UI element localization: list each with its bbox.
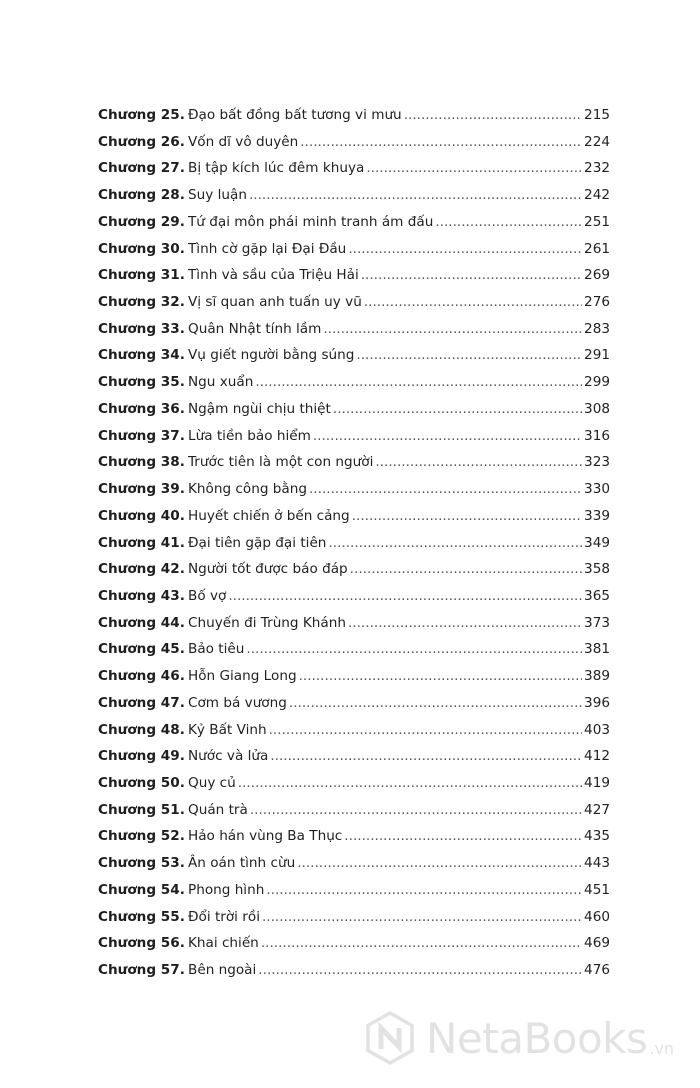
page-number: 381 xyxy=(584,641,610,658)
page-number: 291 xyxy=(584,347,610,364)
chapter-title: Bảo tiêu xyxy=(188,641,245,658)
toc-entry xyxy=(98,957,610,984)
toc-entry xyxy=(98,236,610,263)
dot-leader xyxy=(344,823,582,850)
chapter-title: Quân Nhật tính lầm xyxy=(188,320,322,337)
page-number: 232 xyxy=(584,160,610,177)
dot-leader xyxy=(258,957,582,984)
dot-leader xyxy=(266,877,582,904)
page-number: 316 xyxy=(584,427,610,444)
toc-entry xyxy=(98,316,610,343)
chapter-title: Ân oán tình cừu xyxy=(188,855,296,872)
chapter-label: Chương 51. xyxy=(98,801,185,818)
dot-leader xyxy=(261,930,582,957)
chapter-title: Đổi trời rồi xyxy=(188,908,260,925)
toc-entry xyxy=(98,743,610,770)
dot-leader xyxy=(250,797,582,824)
chapter-title: Vị sĩ quan anh tuấn uy vũ xyxy=(188,294,362,311)
chapter-title: Vốn dĩ vô duyên xyxy=(188,133,299,150)
page-number: 460 xyxy=(584,908,610,925)
toc-entry xyxy=(98,904,610,931)
chapter-title: Phong hình xyxy=(188,881,265,898)
page-number: 403 xyxy=(584,721,610,738)
chapter-label: Chương 33. xyxy=(98,320,185,337)
toc-entry xyxy=(98,610,610,637)
page-number: 224 xyxy=(584,133,610,150)
page-number: 443 xyxy=(584,855,610,872)
toc-entry xyxy=(98,476,610,503)
chapter-title: Ngậm ngùi chịu thiệt xyxy=(188,400,331,417)
dot-leader xyxy=(356,342,582,369)
page-number: 283 xyxy=(584,320,610,337)
dot-leader xyxy=(366,155,582,182)
toc-entry xyxy=(98,423,610,450)
dot-leader xyxy=(300,129,582,156)
dot-leader xyxy=(269,717,582,744)
chapter-label: Chương 46. xyxy=(98,668,185,685)
page-number: 242 xyxy=(584,187,610,204)
dot-leader xyxy=(313,423,582,450)
toc-entry xyxy=(98,930,610,957)
toc-entry xyxy=(98,396,610,423)
page-number: 435 xyxy=(584,828,610,845)
dot-leader xyxy=(297,850,582,877)
page-number: 427 xyxy=(584,801,610,818)
chapter-title: Bên ngoài xyxy=(188,962,257,978)
chapter-title: Quy củ xyxy=(188,774,236,791)
chapter-label: Chương 25. xyxy=(98,107,185,123)
chapter-title: Tình và sầu của Triệu Hải xyxy=(188,267,359,284)
chapter-label: Chương 42. xyxy=(98,561,185,578)
chapter-label: Chương 43. xyxy=(98,587,185,604)
page-number: 412 xyxy=(584,748,610,765)
toc-entry xyxy=(98,690,610,717)
chapter-label: Chương 40. xyxy=(98,507,185,524)
chapter-title: Không công bằng xyxy=(188,481,307,498)
page-number: 349 xyxy=(584,534,610,551)
page-number: 373 xyxy=(584,614,610,631)
dot-leader xyxy=(270,743,582,770)
chapter-label: Chương 49. xyxy=(98,748,185,765)
chapter-label: Chương 36. xyxy=(98,400,185,417)
chapter-title: Huyết chiến ở bến cảng xyxy=(188,507,350,524)
dot-leader xyxy=(375,449,582,476)
chapter-label: Chương 31. xyxy=(98,267,185,284)
chapter-label: Chương 55. xyxy=(98,908,185,925)
chapter-label: Chương 44. xyxy=(98,614,185,631)
page-number: 339 xyxy=(584,507,610,524)
page-number: 358 xyxy=(584,561,610,578)
chapter-title: Đạo bất đồng bất tương vi mưu xyxy=(188,107,402,123)
chapter-title: Bị tập kích lúc đêm khuya xyxy=(188,160,365,177)
chapter-label: Chương 41. xyxy=(98,534,185,551)
chapter-title: Kỷ Bất Vinh xyxy=(188,721,267,738)
chapter-title: Quán trà xyxy=(188,801,248,818)
dot-leader xyxy=(348,236,582,263)
toc-entry xyxy=(98,823,610,850)
toc-entry xyxy=(98,342,610,369)
chapter-label: Chương 54. xyxy=(98,881,185,898)
toc-entry xyxy=(98,289,610,316)
chapter-title: Tình cờ gặp lại Đại Đầu xyxy=(188,240,347,257)
page-number: 276 xyxy=(584,294,610,311)
chapter-title: Lừa tiền bảo hiểm xyxy=(188,427,311,444)
dot-leader xyxy=(404,102,582,129)
chapter-label: Chương 52. xyxy=(98,828,185,845)
page-number: 215 xyxy=(584,107,610,123)
dot-leader xyxy=(328,530,582,557)
dot-leader xyxy=(238,770,582,797)
toc-entry xyxy=(98,663,610,690)
chapter-label: Chương 28. xyxy=(98,187,185,204)
chapter-label: Chương 30. xyxy=(98,240,185,257)
chapter-label: Chương 39. xyxy=(98,481,185,498)
dot-leader xyxy=(352,503,582,530)
chapter-label: Chương 47. xyxy=(98,694,185,711)
page-number: 299 xyxy=(584,374,610,391)
watermark xyxy=(362,1010,674,1066)
chapter-label: Chương 32. xyxy=(98,294,185,311)
toc-entry xyxy=(98,503,610,530)
dot-leader xyxy=(348,610,582,637)
dot-leader xyxy=(249,182,582,209)
chapter-label: Chương 57. xyxy=(98,962,185,978)
toc-entry xyxy=(98,556,610,583)
chapter-title: Khai chiến xyxy=(188,935,259,952)
table-of-contents xyxy=(98,102,610,984)
chapter-label: Chương 26. xyxy=(98,133,185,150)
chapter-label: Chương 35. xyxy=(98,374,185,391)
dot-leader xyxy=(255,369,582,396)
toc-entry xyxy=(98,129,610,156)
page-number: 389 xyxy=(584,668,610,685)
dot-leader xyxy=(262,904,582,931)
page-number: 396 xyxy=(584,694,610,711)
chapter-title: Vụ giết người bằng súng xyxy=(188,347,355,364)
page-number: 251 xyxy=(584,213,610,230)
dot-leader xyxy=(333,396,582,423)
dot-leader xyxy=(350,556,582,583)
dot-leader xyxy=(246,636,582,663)
toc-entry xyxy=(98,797,610,824)
watermark-brand: NetaBooks xyxy=(426,1013,648,1063)
dot-leader xyxy=(289,690,582,717)
chapter-label: Chương 29. xyxy=(98,213,185,230)
chapter-label: Chương 56. xyxy=(98,935,185,952)
page-number: 269 xyxy=(584,267,610,284)
page-number: 451 xyxy=(584,881,610,898)
chapter-label: Chương 38. xyxy=(98,454,185,471)
chapter-title: Đại tiên gặp đại tiên xyxy=(188,534,327,551)
toc-entry xyxy=(98,717,610,744)
toc-entry xyxy=(98,770,610,797)
chapter-label: Chương 37. xyxy=(98,427,185,444)
dot-leader xyxy=(435,209,582,236)
chapter-title: Nước và lửa xyxy=(188,748,269,765)
dot-leader xyxy=(228,583,582,610)
toc-entry xyxy=(98,449,610,476)
dot-leader xyxy=(299,663,582,690)
chapter-title: Ngu xuẩn xyxy=(188,374,254,391)
chapter-label: Chương 27. xyxy=(98,160,185,177)
netabooks-logo-icon xyxy=(362,1010,418,1066)
page-number: 330 xyxy=(584,481,610,498)
chapter-title: Suy luận xyxy=(188,187,247,204)
page-number: 261 xyxy=(584,240,610,257)
toc-entry xyxy=(98,530,610,557)
toc-entry xyxy=(98,209,610,236)
dot-leader xyxy=(361,262,582,289)
chapter-title: Hỗn Giang Long xyxy=(188,668,297,685)
page-number: 476 xyxy=(584,962,610,978)
chapter-title: Bố vợ xyxy=(188,587,227,604)
chapter-label: Chương 34. xyxy=(98,347,185,364)
toc-entry xyxy=(98,636,610,663)
dot-leader xyxy=(323,316,582,343)
toc-entry xyxy=(98,877,610,904)
chapter-label: Chương 48. xyxy=(98,721,185,738)
page-number: 323 xyxy=(584,454,610,471)
toc-entry xyxy=(98,182,610,209)
toc-entry xyxy=(98,583,610,610)
chapter-title: Người tốt được báo đáp xyxy=(188,561,348,578)
toc-entry xyxy=(98,369,610,396)
page-number: 365 xyxy=(584,587,610,604)
chapter-title: Trước tiên là một con người xyxy=(188,454,374,471)
page-number: 469 xyxy=(584,935,610,952)
dot-leader xyxy=(364,289,582,316)
chapter-label: Chương 50. xyxy=(98,774,185,791)
chapter-title: Chuyến đi Trùng Khánh xyxy=(188,614,346,631)
chapter-label: Chương 45. xyxy=(98,641,185,658)
chapter-title: Hảo hán vùng Ba Thục xyxy=(188,828,343,845)
toc-entry xyxy=(98,102,610,129)
toc-entry xyxy=(98,262,610,289)
toc-entry xyxy=(98,155,610,182)
watermark-suffix: .vn xyxy=(649,1039,675,1058)
chapter-title: Cơm bá vương xyxy=(188,694,287,711)
dot-leader xyxy=(309,476,582,503)
page-number: 419 xyxy=(584,774,610,791)
chapter-label: Chương 53. xyxy=(98,855,185,872)
page-number: 308 xyxy=(584,400,610,417)
chapter-title: Tứ đại môn phái minh tranh ám đấu xyxy=(188,213,434,230)
toc-entry xyxy=(98,850,610,877)
